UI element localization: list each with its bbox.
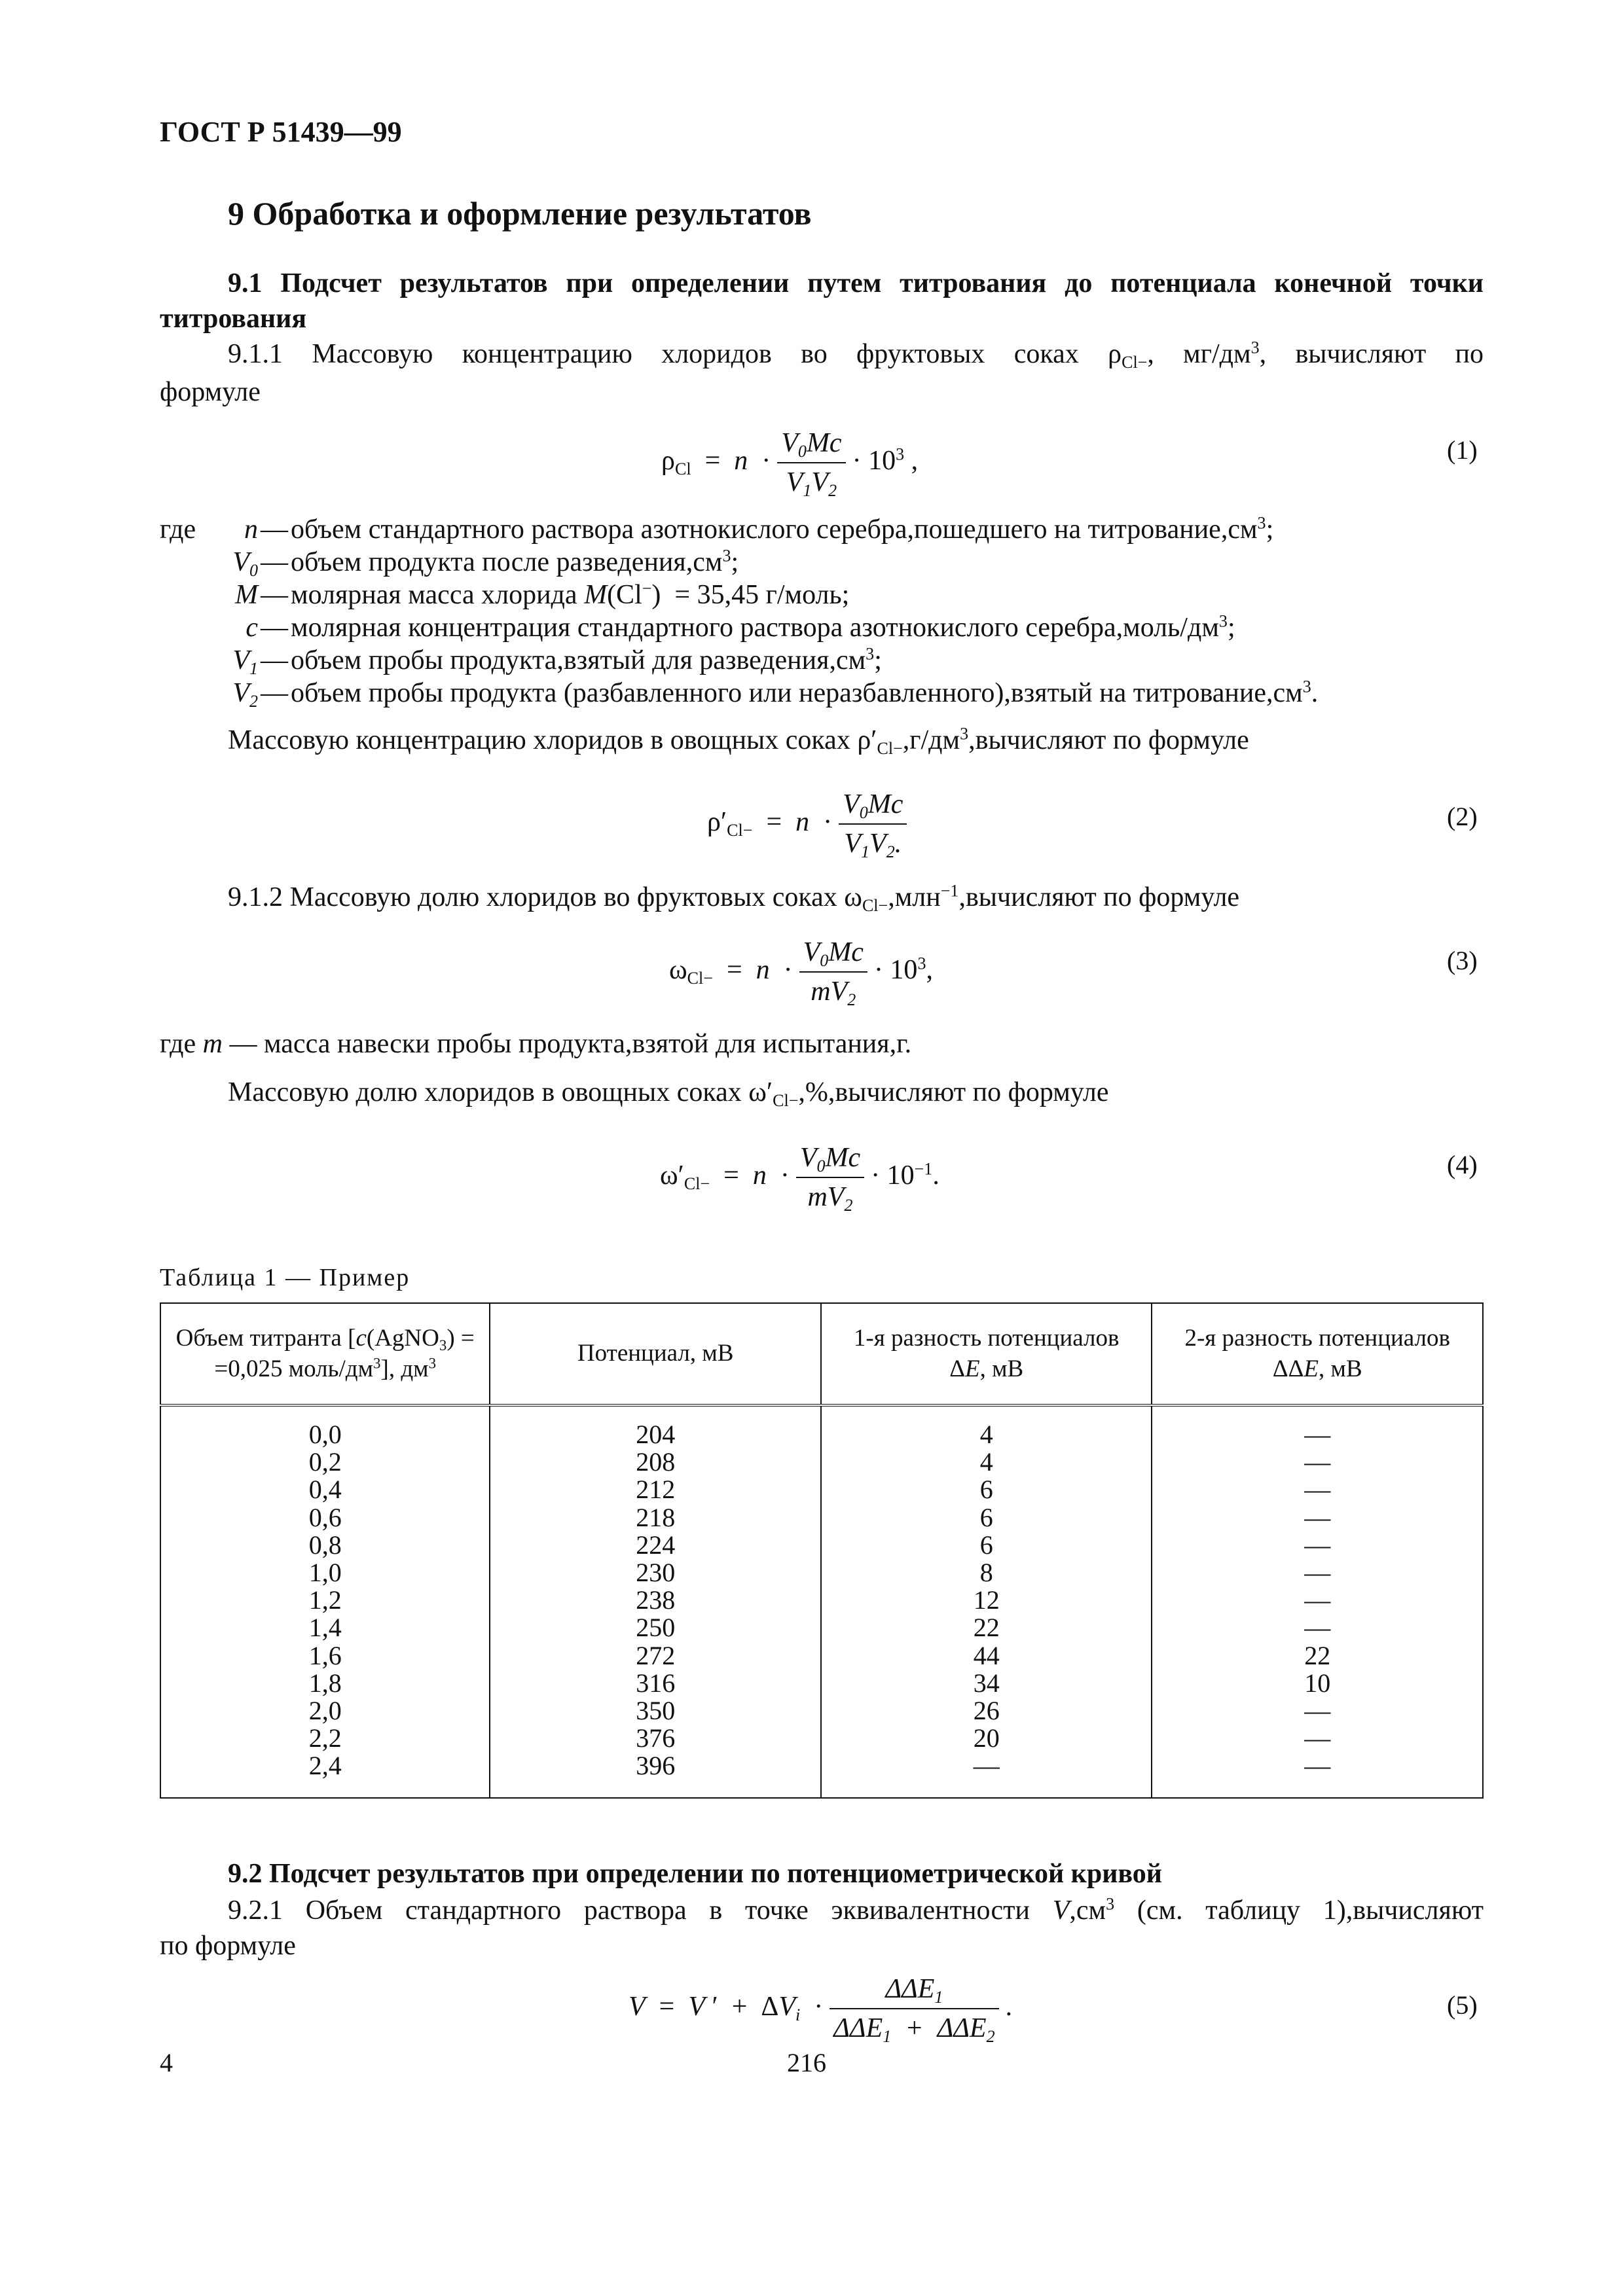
- table-cell: 272: [490, 1642, 820, 1670]
- subsection-9-1-title-line2: титрования: [160, 304, 307, 334]
- page-number: 4: [160, 2048, 173, 2077]
- table-cell: 2,4: [160, 1752, 490, 1780]
- table-cell: —: [1152, 1697, 1483, 1725]
- table-cell: —: [1152, 1725, 1483, 1752]
- table-cell: 1,4: [160, 1614, 490, 1641]
- table-cell: 376: [490, 1725, 820, 1752]
- formula-4-number: (4): [1447, 1150, 1478, 1179]
- paragraph-9-2-1-line2: по формуле: [160, 1931, 296, 1961]
- paragraph-9-1-1-line2: формуле: [160, 377, 261, 407]
- paragraph-9-1-1-line1: 9.1.1 Массовую концентрацию хлоридов во фруктовых соках $\rho_{Cl-}$, $мг/дм^3$, вычисляют по: [228, 338, 1484, 372]
- subsection-9-2-title: 9.2 Подсчет результатов при определении по потенциометрической кривой: [228, 1859, 1162, 1889]
- formula-5: V = V ′ + $\Delta V_i$ · $\frac{\Delta\Delta E_1}{\Delta\Delta E_1 + \Delta\Delta E_2}$ .: [629, 1974, 1013, 2047]
- table-row: [160, 1614, 1483, 1641]
- table-cell: 20: [821, 1725, 1152, 1752]
- table-1-header-potential: Потенциал, мВ: [490, 1303, 820, 1405]
- table-cell: 0,4: [160, 1476, 490, 1503]
- legend-row-n: n—объем стандартного раствора азотнокислого серебра,пошедшего на $титрование,см^3$;: [244, 513, 1274, 545]
- legend-row-m: M—молярная масса хлорида M(Cl−) = 35,45 г/моль;: [235, 579, 850, 610]
- subsection-9-1-title-line1: 9.1 Подсчет результатов при определении путем титрования до потенциала конечной точки: [228, 268, 1484, 298]
- table-row: [160, 1559, 1483, 1587]
- table-cell: 22: [821, 1614, 1152, 1641]
- paragraph-9-1-2: 9.1.2 Массовую долю хлоридов во фруктовых соках $\omega_{Cl-},млн^{-1},вычисляют$ по формуле: [228, 881, 1240, 915]
- table-row: [160, 1587, 1483, 1614]
- table-1-header-second-diff: 2-я разность потенциалов ΔΔE, мВ: [1152, 1303, 1483, 1405]
- table-cell: 396: [490, 1752, 820, 1780]
- table-cell: 12: [821, 1587, 1152, 1614]
- sheet-number: 216: [787, 2048, 826, 2077]
- table-cell: 238: [490, 1587, 820, 1614]
- table-cell: 22: [1152, 1642, 1483, 1670]
- table-cell: 26: [821, 1697, 1152, 1725]
- table-cell: 1,6: [160, 1642, 490, 1670]
- table-1: [160, 1302, 1484, 1799]
- table-cell: 2,0: [160, 1697, 490, 1725]
- formula-3: $\omega_{Cl-} = n$ · $\frac{V_0Mc}{mV_2}$ · $10^3$,: [669, 937, 933, 1010]
- paragraph-vegetable-concentration: Массовую концентрацию хлоридов в овощных соках $\rho'_{Cl-},г/дм^3,вычисляют$ по формуле: [228, 724, 1249, 758]
- table-cell: 230: [490, 1559, 820, 1587]
- table-row: [160, 1642, 1483, 1670]
- legend-row-v1: $V_1—объем$ пробы продукта,взятый для $разведения,см^3$;: [232, 644, 882, 678]
- where-m-definition: где m — масса навески пробы продукта,взятой для испытания,г.: [160, 1029, 912, 1059]
- table-cell: 1,8: [160, 1670, 490, 1697]
- table-cell: 34: [821, 1670, 1152, 1697]
- table-cell: 224: [490, 1532, 820, 1559]
- table-cell: 1,2: [160, 1587, 490, 1614]
- standard-header: ГОСТ Р 51439—99: [160, 116, 402, 148]
- table-1-caption: Таблица 1 — Пример: [160, 1264, 410, 1291]
- table-cell: —: [1152, 1559, 1483, 1587]
- table-cell: 44: [821, 1642, 1152, 1670]
- formula-5-number: (5): [1447, 1990, 1478, 2020]
- table-cell: 4: [821, 1448, 1152, 1476]
- table-cell: 0,6: [160, 1504, 490, 1532]
- table-cell: 10: [1152, 1670, 1483, 1697]
- table-cell: —: [1152, 1587, 1483, 1614]
- formula-4: $\omega'_{Cl-} = n$ · $\frac{V_0Mc}{mV_2}$ · $10^{-1}$.: [660, 1143, 939, 1215]
- table-cell: 212: [490, 1476, 820, 1503]
- formula-1: $\rho_{Cl} = n$ · $\frac{V_0Mc}{V_1V_2}$ · $10^3$ ,: [661, 428, 919, 501]
- table-cell: 218: [490, 1504, 820, 1532]
- table-1-header-titrant: Объем титранта [c(AgNO$_3$) = =0,025 моль/$дм^3$], $дм^3$: [160, 1303, 490, 1405]
- table-row: [160, 1504, 1483, 1532]
- table-row: [160, 1752, 1483, 1780]
- section-title: 9 Обработка и оформление результатов: [228, 195, 812, 232]
- table-row: [160, 1448, 1483, 1476]
- table-row: [160, 1476, 1483, 1503]
- table-cell: 6: [821, 1504, 1152, 1532]
- table-row: [160, 1725, 1483, 1752]
- table-cell: —: [1152, 1752, 1483, 1780]
- table-cell: 208: [490, 1448, 820, 1476]
- table-cell: 1,0: [160, 1559, 490, 1587]
- table-cell: 6: [821, 1476, 1152, 1503]
- table-cell: —: [1152, 1476, 1483, 1503]
- legend-row-c: c—молярная концентрация стандартного раствора азотнокислого $серебра,моль/дм^3$;: [246, 611, 1235, 643]
- formula-1-number: (1): [1447, 435, 1478, 465]
- paragraph-9-2-1-line1: 9.2.1 Объем стандартного раствора в точке эквивалентности $V,см^3$ (см. таблицу 1),вычисляют: [228, 1894, 1484, 1926]
- formula-3-number: (3): [1447, 946, 1478, 975]
- table-row: [160, 1670, 1483, 1697]
- table-cell: 204: [490, 1421, 820, 1448]
- paragraph-vegetable-fraction: Массовую долю хлоридов в овощных соках $\omega'_{Cl-},\%,вычисляют$ по формуле: [228, 1077, 1109, 1110]
- table-cell: 8: [821, 1559, 1152, 1587]
- formula-2: $\rho'_{Cl-} = n$ · $\frac{V_0Mc}{V_1V_2.}$: [707, 788, 913, 861]
- table-row: [160, 1532, 1483, 1559]
- table-cell: —: [1152, 1532, 1483, 1559]
- table-cell: 350: [490, 1697, 820, 1725]
- table-cell: —: [821, 1752, 1152, 1780]
- formula-2-number: (2): [1447, 802, 1478, 831]
- table-cell: 250: [490, 1614, 820, 1641]
- table-cell: 4: [821, 1421, 1152, 1448]
- table-row: [160, 1697, 1483, 1725]
- table-row: [160, 1421, 1483, 1448]
- where-label: где: [160, 514, 196, 545]
- table-cell: —: [1152, 1504, 1483, 1532]
- table-cell: 0,2: [160, 1448, 490, 1476]
- table-cell: 2,2: [160, 1725, 490, 1752]
- table-cell: —: [1152, 1448, 1483, 1476]
- legend-row-v0: $V_0—объем$ продукта после $разведения,см^3$;: [232, 546, 739, 580]
- table-cell: 316: [490, 1670, 820, 1697]
- table-cell: 0,8: [160, 1532, 490, 1559]
- table-cell: —: [1152, 1614, 1483, 1641]
- table-cell: 0,0: [160, 1421, 490, 1448]
- table-1-header-first-diff: 1-я разность потенциалов ΔE, мВ: [821, 1303, 1152, 1405]
- table-cell: —: [1152, 1421, 1483, 1448]
- legend-row-v2: $V_2—объем$ пробы продукта (разбавленного или неразбавленного),взятый на $титрование,см^3$.: [232, 677, 1319, 711]
- table-cell: 6: [821, 1532, 1152, 1559]
